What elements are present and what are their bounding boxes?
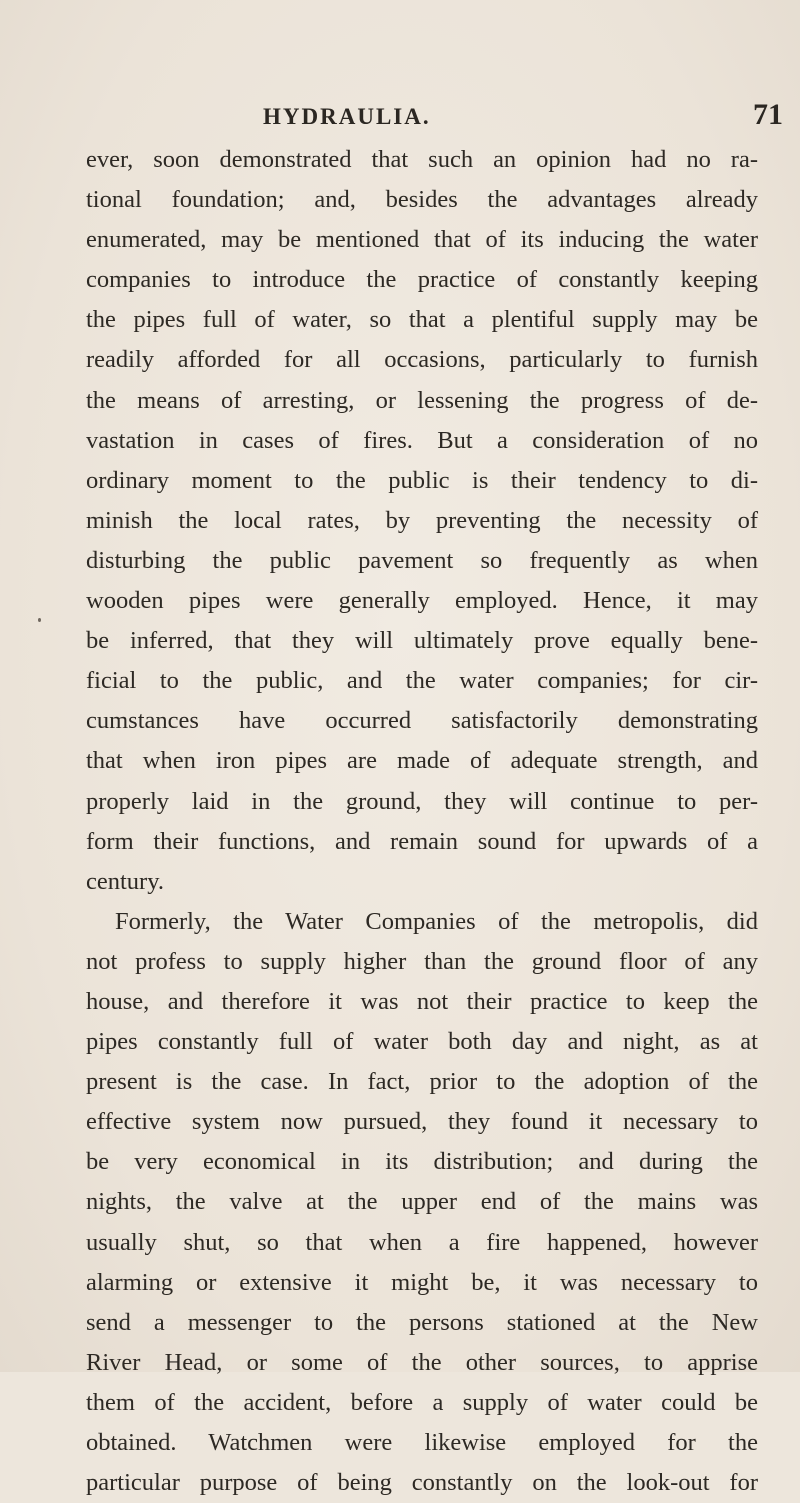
text-line: send a messenger to the persons stationed at the New xyxy=(86,1308,758,1336)
text-line: the means of arresting, or lessening the progress of de- xyxy=(86,386,758,414)
text-line: usually shut, so that when a fire happened, however xyxy=(86,1228,758,1256)
text-line: alarming or extensive it might be, it was necessary to xyxy=(86,1268,758,1296)
text-line: be inferred, that they will ultimately prove equally bene- xyxy=(86,627,758,655)
text-line: obtained. Watchmen were likewise employed for the xyxy=(86,1429,758,1456)
text-line: Formerly, the Water Companies of the metropolis, did xyxy=(115,907,758,935)
text-line: ficial to the public, and the water companies; for cir- xyxy=(86,667,758,695)
text-line: nights, the valve at the upper end of the mains was xyxy=(86,1188,758,1216)
text-line: be very economical in its distribution; and during the xyxy=(86,1148,758,1176)
text-line: house, and therefore it was not their practice to keep the xyxy=(86,987,758,1015)
text-line: wooden pipes were generally employed. Hence, it may xyxy=(86,587,758,615)
text-line: present is the case. In fact, prior to the adoption of the xyxy=(86,1068,758,1096)
page-number: 71 xyxy=(753,98,783,131)
text-line: tional foundation; and, besides the advantages already xyxy=(86,186,758,214)
body-text xyxy=(86,140,758,1503)
text-line: disturbing the public pavement so frequently as when xyxy=(86,546,758,574)
text-line: ever, soon demonstrated that such an opinion had no ra- xyxy=(86,146,758,173)
text-line: companies to introduce the practice of constantly keeping xyxy=(86,266,758,294)
text-line: particular purpose of being constantly on the look-out for xyxy=(86,1469,758,1497)
text-line: them of the accident, before a supply of water could be xyxy=(86,1388,758,1416)
text-line: minish the local rates, by preventing the necessity of xyxy=(86,506,758,534)
text-line: cumstances have occurred satisfactorily demonstrating xyxy=(86,707,758,735)
page-header xyxy=(0,98,800,138)
text-line: readily afforded for all occasions, particularly to furnish xyxy=(86,346,758,374)
text-line: vastation in cases of fires. But a consideration of no xyxy=(86,426,758,454)
text-line: ordinary moment to the public is their tendency to di- xyxy=(86,466,758,494)
text-line: effective system now pursued, they found it necessary to xyxy=(86,1108,758,1136)
text-line: century. xyxy=(86,867,164,895)
text-line: not profess to supply higher than the ground floor of any xyxy=(86,947,758,975)
text-line: River Head, or some of the other sources, to apprise xyxy=(86,1348,758,1376)
running-title: HYDRAULIA. xyxy=(263,104,431,129)
text-line: that when iron pipes are made of adequate strength, and xyxy=(86,747,758,775)
text-line: form their functions, and remain sound for upwards of a xyxy=(86,827,758,855)
text-line: pipes constantly full of water both day and night, as at xyxy=(86,1028,758,1056)
text-line: the pipes full of water, so that a plentiful supply may be xyxy=(86,306,758,334)
text-line: enumerated, may be mentioned that of its inducing the water xyxy=(86,226,758,254)
text-line: properly laid in the ground, they will continue to per- xyxy=(86,787,758,815)
paper-speck xyxy=(38,618,41,622)
